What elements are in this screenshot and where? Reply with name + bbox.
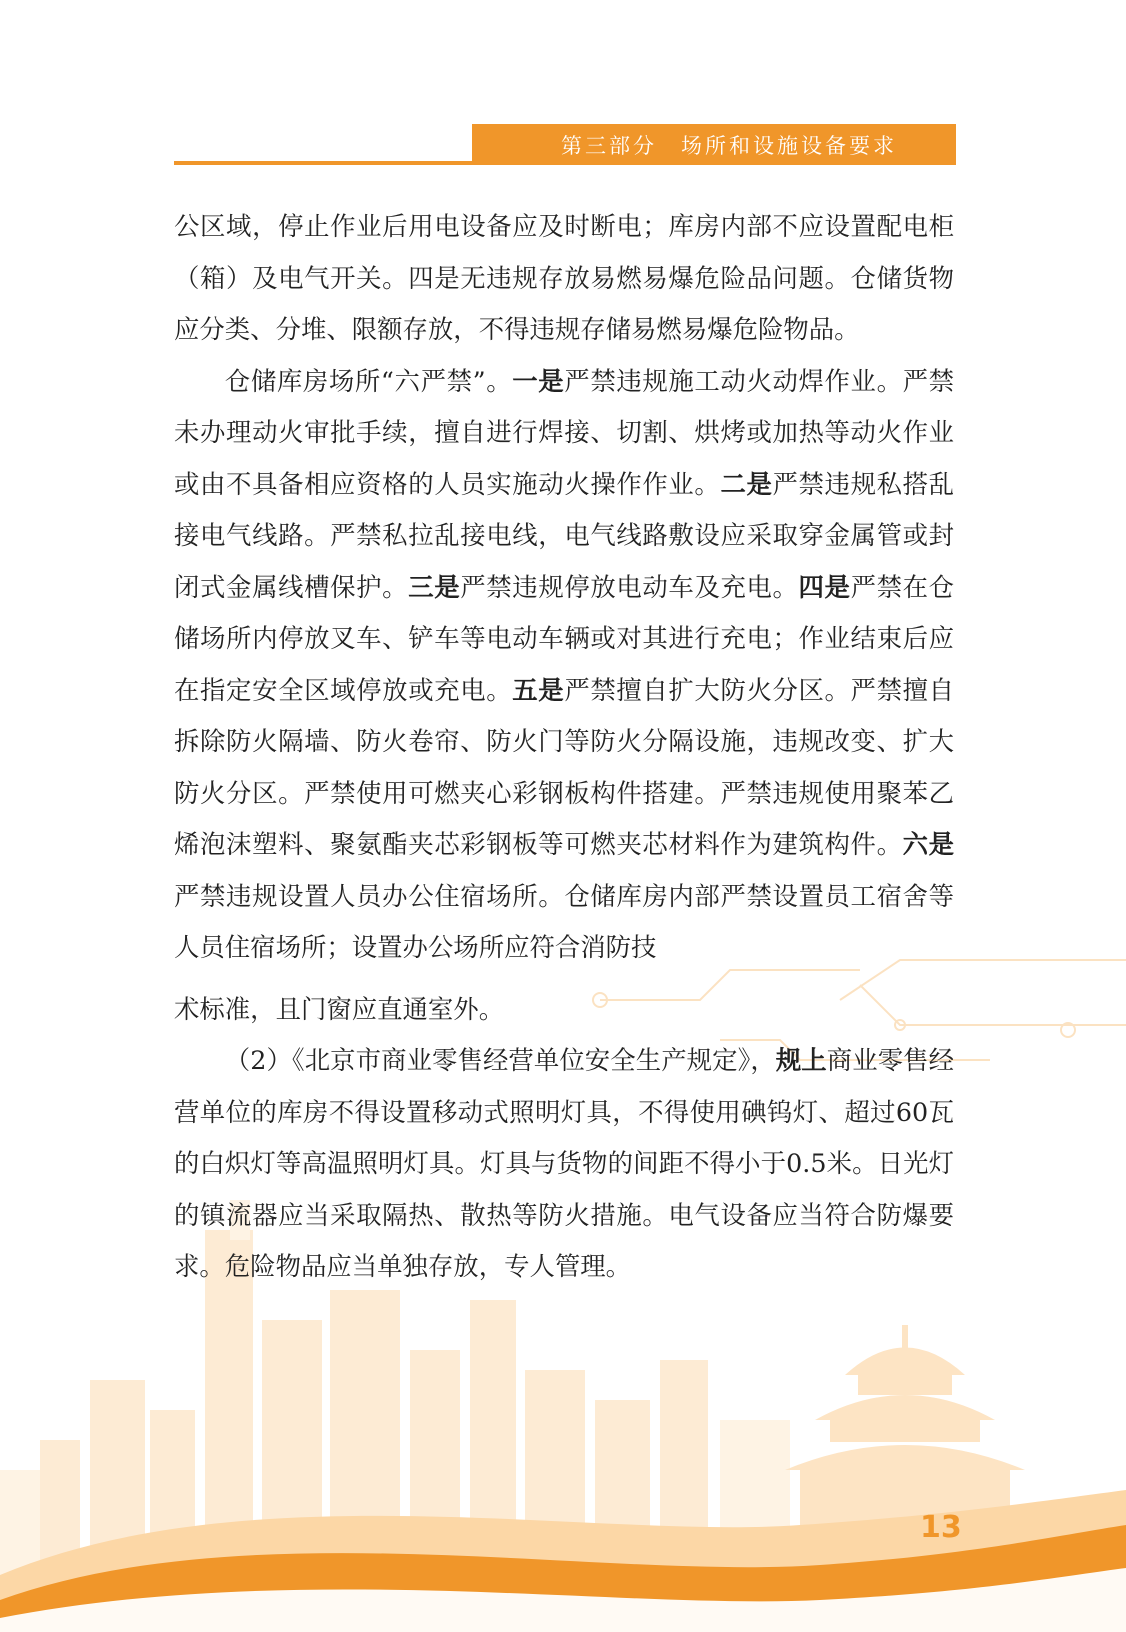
paragraph-1: 公区域，停止作业后用电设备应及时断电；库房内部不应设置配电柜（箱）及电气开关。四是无违规存放易燃易爆危险品问题。仓储货物应分类、分堆、限额存放，不得违规存储易燃易爆危险物品。	[174, 211, 954, 344]
paragraph-3-intro: （2）《北京市商业零售经营单位安全生产规定》，	[224, 1045, 776, 1075]
spacer	[174, 974, 954, 984]
item-4-text: 严禁在仓储场所内停放叉车、铲车等电动车辆或对其进行充电；作业结束后应在指定安全区域停放或充电。	[174, 571, 955, 705]
item-1-text: 严禁违规施工动火动焊作业。严禁未办理动火审批手续，擅自进行焊接、切割、烘烤或加热等动火作业或由不具备相应资格的人员实施动火操作作业。	[174, 365, 955, 499]
document-body	[174, 201, 954, 1293]
section-header	[472, 124, 956, 165]
keyword-1: 一是	[512, 365, 565, 396]
paragraph-3	[174, 1035, 954, 1293]
item-6-text: 严禁违规设置人员办公住宿场所。仓储库房内部严禁设置员工宿舍等人员住宿场所；设置办公场所应符合消防技	[174, 880, 954, 962]
item-2-text: 严禁违规私搭乱接电气线路。严禁私拉乱接电线，电气线路敷设应采取穿金属管或封闭式金属线槽保护。	[174, 468, 955, 602]
paragraph-3-text: 商业零售经营单位的库房不得设置移动式照明灯具，不得使用碘钨灯、超过60瓦的白炽灯等高温照明灯具。灯具与货物的间距不得小于0.5米。日光灯的镇流器应当采取隔热、散热等防火措施。电气设备应当符合防爆要求。危险物品应当单独存放，专人管理。	[174, 1045, 955, 1281]
keyword-4: 四是	[798, 571, 851, 602]
paragraph-2	[174, 356, 954, 974]
paragraph-2-intro: 仓储库房场所“六严禁”。	[224, 365, 513, 396]
paragraph-2-continuation: 术标准，且门窗应直通室外。	[174, 993, 505, 1024]
keyword-6: 六是	[902, 829, 955, 859]
item-3-text: 严禁违规停放电动车及充电。	[460, 571, 799, 602]
item-5-text: 严禁擅自扩大防火分区。严禁擅自拆除防火隔墙、防火卷帘、防火门等防火分隔设施，违规改变、扩大防火分区。严禁使用可燃夹心彩钢板构件搭建。严禁违规使用聚苯乙烯泡沫塑料、聚氨酯夹芯彩钢板等可燃夹芯材料作为建筑构件。	[174, 674, 955, 859]
keyword-2: 二是	[720, 468, 773, 499]
keyword-3: 三是	[408, 571, 461, 602]
keyword-5: 五是	[512, 674, 565, 705]
keyword-guishang: 规上	[775, 1045, 827, 1075]
section-title: 第三部分 场所和设施设备要求	[561, 133, 897, 158]
page-number: 13	[920, 1510, 962, 1545]
